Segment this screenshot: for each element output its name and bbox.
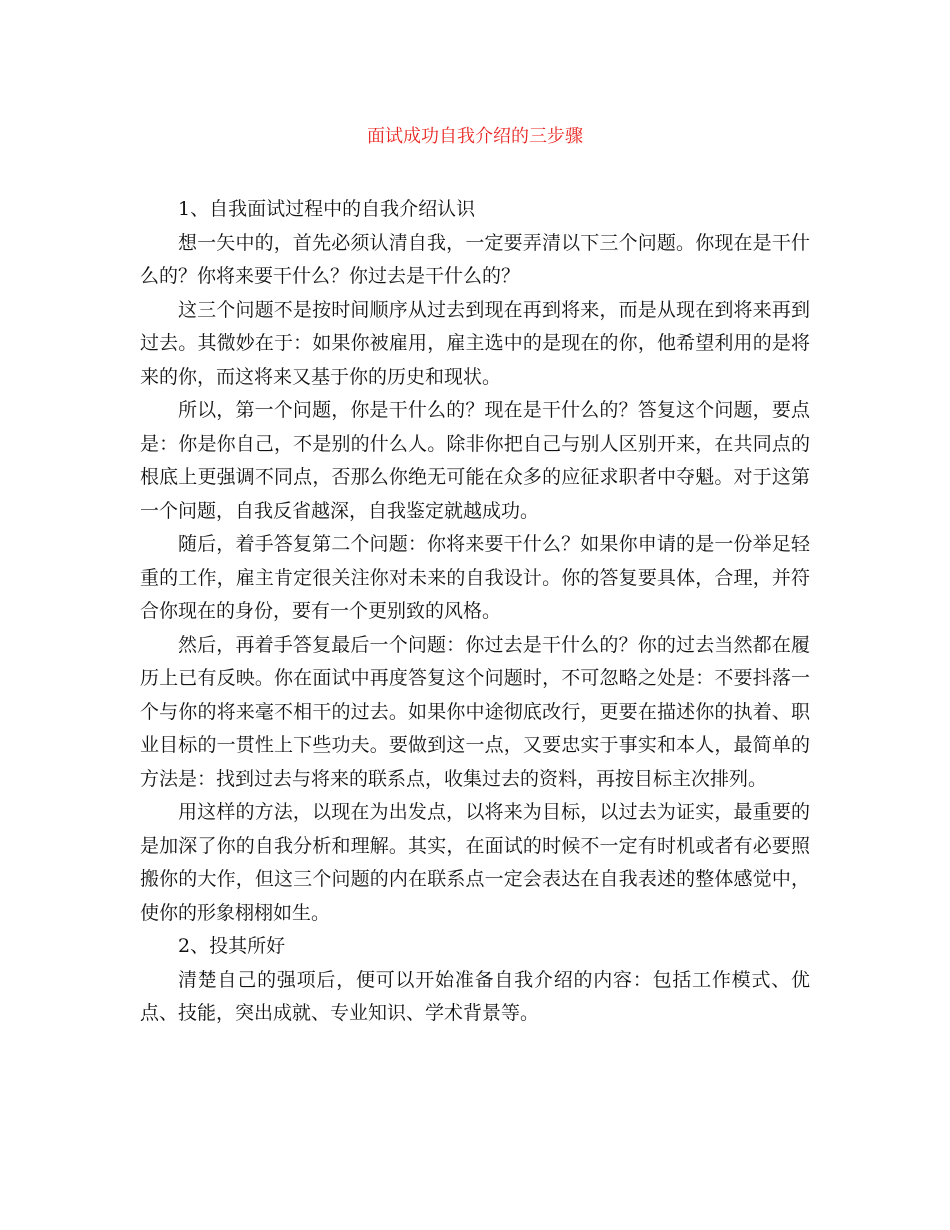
paragraph: 想一矢中的，首先必须认清自我，一定要弄清以下三个问题。你现在是干什么的？你将来要干什么？你过去是干什么的？ <box>140 231 810 287</box>
paragraph: 清楚自己的强项后，便可以开始准备自我介绍的内容：包括工作模式、优点、技能，突出成就、专业知识、学术背景等。 <box>140 968 810 1024</box>
paragraph: 随后，着手答复第二个问题：你将来要干什么？如果你申请的是一份举足轻重的工作，雇主肯定很关注你对未来的自我设计。你的答复要具体，合理，并符合你现在的身份，要有一个更别致的风格。 <box>140 533 810 622</box>
heading-section-1: 1、自我面试过程中的自我介绍认识 <box>178 198 476 220</box>
document-body <box>140 193 810 1031</box>
paragraph: 然后，再着手答复最后一个问题：你过去是干什么的？你的过去当然都在履历上已有反映。你在面试中再度答复这个问题时，不可忽略之处是：不要抖落一个与你的将来毫不相干的过去。如果你中途彻底改行，更要在描述你的执着、职业目标的一贯性上下些功夫。要做到这一点，又要忠实于事实和本人，最简单的方法是：找到过去与将来的联系点，收集过去的资料，再按目标主次排列。 <box>140 633 810 790</box>
paragraph: 所以，第一个问题，你是干什么的？现在是干什么的？答复这个问题，要点是：你是你自己，不是别的什么人。除非你把自己与别人区别开来，在共同点的根底上更强调不同点，否那么你绝无可能在众多的应征求职者中夺魁。对于这第一个问题，自我反省越深，自我鉴定就越成功。 <box>140 399 810 522</box>
paragraph: 用这样的方法，以现在为出发点，以将来为目标，以过去为证实，最重要的是加深了你的自我分析和理解。其实，在面试的时候不一定有时机或者有必要照搬你的大作，但这三个问题的内在联系点一定会表达在自我表述的整体感觉中，使你的形象栩栩如生。 <box>140 801 810 924</box>
document-title: 面试成功自我介绍的三步骤 <box>367 126 583 147</box>
heading-section-2: 2、投其所好 <box>178 935 286 957</box>
paragraph: 这三个问题不是按时间顺序从过去到现在再到将来，而是从现在到将来再到过去。其微妙在于：如果你被雇用，雇主选中的是现在的你，他希望利用的是将来的你，而这将来又基于你的历史和现状。 <box>140 298 810 388</box>
